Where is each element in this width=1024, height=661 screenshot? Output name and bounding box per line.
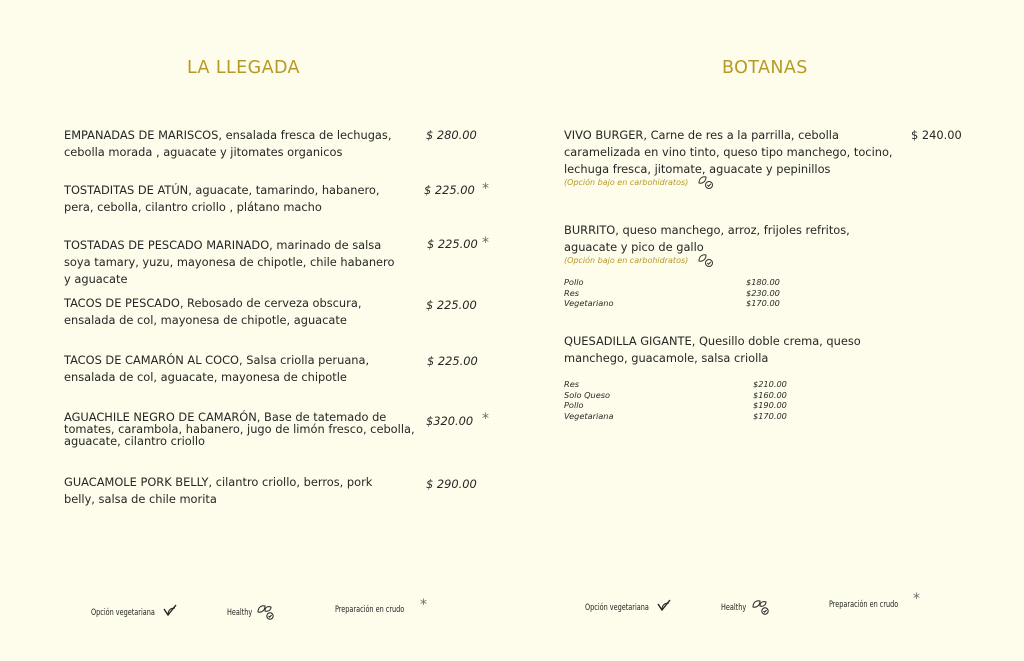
menu-item-guacamole [64,474,404,508]
item-price: $ 225.00 [427,354,478,368]
item-text: TACOS DE PESCADO, Rebosado de cerveza obscura, ensalada de col, mayonesa de chipotle, aguacate [64,296,362,327]
variant-row: Vegetariana $170.00 [564,410,787,421]
asterisk-icon: * [913,591,920,607]
item-text: TOSTADITAS DE ATÚN, aguacate, tamarindo, habanero, pera, cebolla, cilantro criollo , plátano macho [64,183,380,214]
variant-row: Res $230.00 [564,287,780,298]
asterisk-icon: * [420,597,427,613]
sprout-check-icon [696,252,716,268]
burrito-variants [564,277,794,309]
item-text: GUACAMOLE PORK BELLY, cilantro criollo, berros, pork belly, salsa de chile morita [64,475,373,506]
legend-raw: Preparación en crudo [829,600,899,610]
variant-row: Pollo $180.00 [564,277,780,287]
legend-healthy: Healthy [721,603,747,613]
sprout-check-icon [256,603,276,621]
item-text: BURRITO, queso manchego, arroz, frijoles refritos, aguacate y pico de gallo [564,223,850,254]
menu-item-empanadas [64,127,416,161]
menu-item-burrito [564,222,904,265]
variant-row: Res $210.00 [564,379,787,389]
item-text: QUESADILLA GIGANTE, Quesillo doble crema, queso manchego, guacamole, salsa criolla [564,334,861,365]
menu-item-tacos-pescado [64,295,414,329]
menu-item-quesadilla [564,333,874,367]
sprout-check-icon [751,598,771,616]
item-text: TOSTADAS DE PESCADO MARINADO, marinado de salsa soya tamary, yuzu, mayonesa de chipotle, chile habanero y aguacate [64,238,395,286]
variant-row: Pollo $190.00 [564,400,787,410]
item-price: $ 240.00 [911,128,962,142]
item-price: $ 225.00 [424,183,475,197]
low-carb-note: (Opción bajo en carbohidratos) [564,256,904,265]
legend-vegetarian: Opción vegetariana [585,603,649,613]
section-title-la-llegada: LA LLEGADA [187,58,300,78]
section-title-botanas: BOTANAS [722,58,808,78]
sprout-check-icon [696,174,716,190]
quesadilla-variants [564,379,794,421]
variant-row: Solo Queso $160.00 [564,389,787,400]
item-price: $ 225.00 [427,237,478,251]
menu-item-tacos-camaron [64,352,416,386]
menu-item-aguachile [64,411,420,447]
item-text: TACOS DE CAMARÓN AL COCO, Salsa criolla peruana, ensalada de col, aguacate, mayonesa de chipotle [64,353,370,384]
menu-item-tostaditas-atun [64,182,404,216]
raw-asterisk-icon: * [482,411,489,427]
item-text: VIVO BURGER, Carne de res a la parrilla, cebolla caramelizada en vino tinto, queso tipo manchego, tocino, lechuga fresca, jitomate, aguacate y pepinillos [564,128,893,176]
item-price: $ 290.00 [426,477,477,491]
low-carb-note: (Opción bajo en carbohidratos) [564,178,904,187]
menu-item-vivo-burger [564,127,904,187]
item-price: $ 280.00 [426,128,477,142]
item-price: $ 225.00 [426,298,477,312]
legend-raw: Preparación en crudo [335,605,405,615]
item-text: AGUACHILE NEGRO DE CAMARÓN, Base de tatemado de tomates, carambola, habanero, jugo de limón fresco, cebolla, aguacate, cilantro criollo [64,410,415,448]
item-price: $320.00 [426,414,474,428]
raw-asterisk-icon: * [482,235,489,251]
item-text: EMPANADAS DE MARISCOS, ensalada fresca de lechugas, cebolla morada , aguacate y jitomates organicos [64,128,392,159]
leaf-check-icon [656,598,672,612]
leaf-check-icon [162,603,178,617]
raw-asterisk-icon: * [482,181,489,197]
legend-healthy: Healthy [227,608,253,618]
variant-row: Vegetariano $170.00 [564,298,780,308]
menu-item-tostadas-pescado [64,237,404,288]
legend-vegetarian: Opción vegetariana [91,608,155,618]
